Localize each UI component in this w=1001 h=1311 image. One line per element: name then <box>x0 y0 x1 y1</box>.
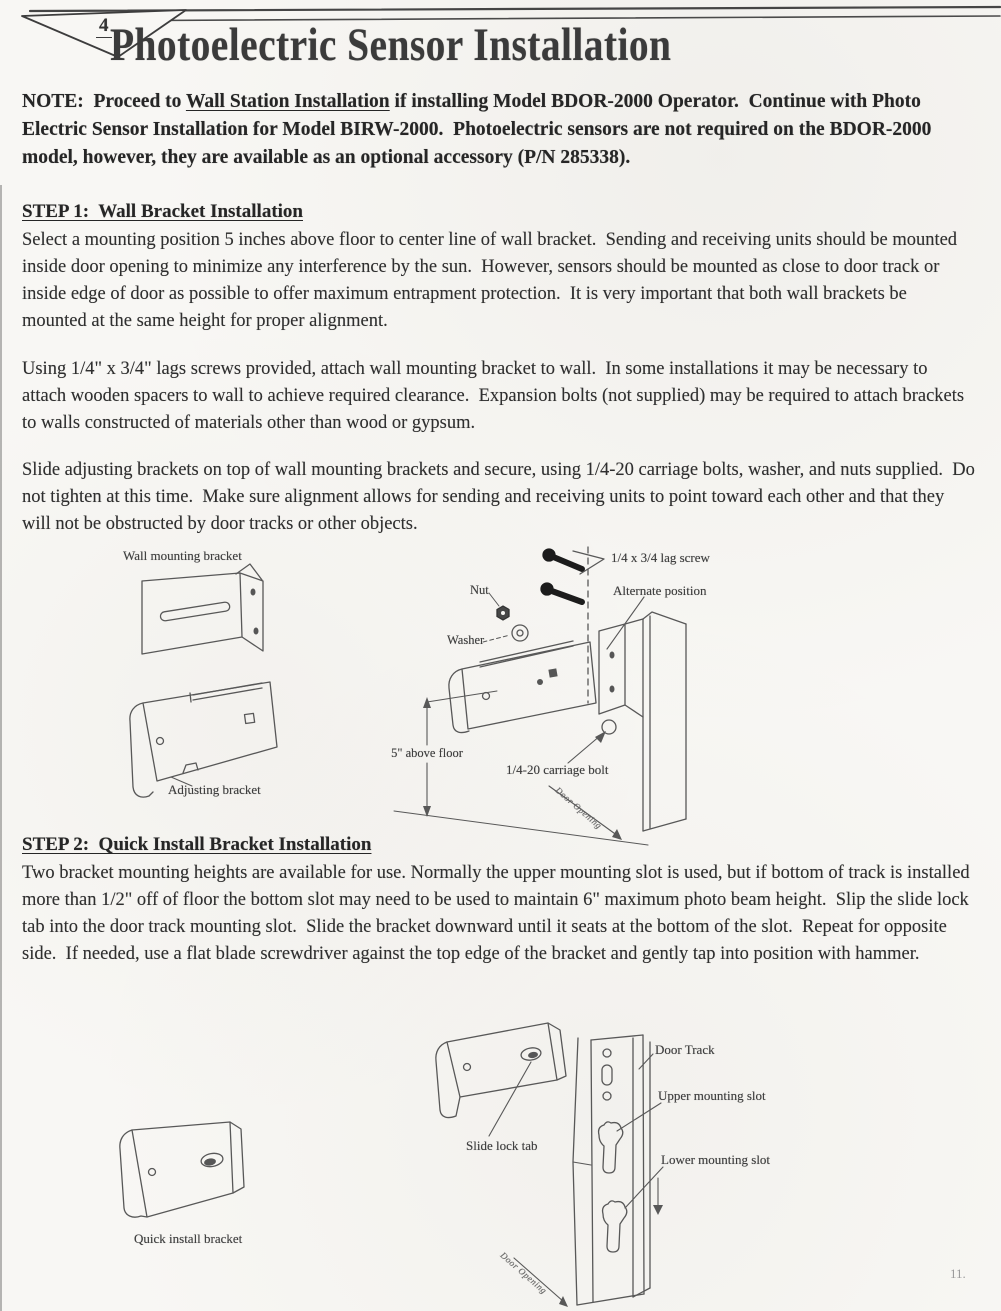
note-lead: NOTE: <box>22 91 84 112</box>
note-text-before: Proceed to <box>83 91 186 112</box>
step1-paragraph-3: Slide adjusting brackets on top of wall mounting brackets and secure, using 1/4-20 carriage bolts, washer, and nuts supplied. Do not tighten at this time. Make sure alignment allows for sending and receiving units to point toward each other and that they will not be obstructed by door tracks or other objects. <box>22 460 980 534</box>
label-height-dimension: 5" above floor <box>391 746 463 760</box>
label-lag-screw: 1/4 x 3/4 lag screw <box>611 550 710 565</box>
step2-paragraph-1: Two bracket mounting heights are available for use. Normally the upper mounting slot is used, but if bottom of track is installed more than 1/2" off of floor the bottom slot may need to be used to maintain 6" maximum photo beam height. Slip the slide lock tab into the door track mounting slot. Slide the bracket downward until it seats at the bottom of the slot. Repeat for opposite side. If needed, use a flat blade screwdriver against the top edge of the bracket and gently tap into position with hammer. <box>22 863 975 964</box>
note-paragraph <box>22 88 980 172</box>
label-carriage-bolt: 1/4-20 carriage bolt <box>506 762 609 777</box>
label-slide-lock-tab: Slide lock tab <box>466 1138 538 1153</box>
quick-install-bracket-drawing <box>120 1122 244 1217</box>
door-jamb-drawing <box>625 612 686 831</box>
page-title: Photoelectric Sensor Installation <box>110 19 672 71</box>
adjusting-bracket-drawing <box>130 682 277 797</box>
note-text-after: if installing Model BDOR-2000 Operator. Continue with Photo Electric Sensor Installation for Model BIRW-2000. Photoelectric sensors are not required on the BDOR-2000 model, however, they are available as an optional accessory (P/N 285338). <box>22 91 937 168</box>
label-door-opening-fig2: Door Opening <box>498 1250 549 1296</box>
step2-heading: STEP 2: Quick Install Bracket Installation <box>22 834 372 855</box>
label-alternate-position: Alternate position <box>613 583 707 598</box>
label-adjusting-bracket: Adjusting bracket <box>168 782 261 797</box>
washer-drawing <box>483 625 528 642</box>
bracket-at-track-drawing <box>436 1023 566 1136</box>
nut-drawing <box>489 593 509 620</box>
step1-paragraph-1: Select a mounting position 5 inches above floor to center line of wall bracket. Sending and receiving units should be mounted inside door opening to minimize any interference by the sun. However, sensors should be mounted as close to door track or inside edge of door as possible to offer maximum entrapment protection. It is very important that both wall brackets be mounted at the same height for proper alignment. <box>22 230 962 331</box>
lower-mounting-slot-shape <box>603 1201 627 1252</box>
figure1-line-art <box>0 545 1001 850</box>
step1-heading: STEP 1: Wall Bracket Installation <box>22 201 303 222</box>
lag-screws-drawing <box>541 549 582 602</box>
label-washer: Washer <box>447 633 485 647</box>
step1-paragraph-2: Using 1/4" x 3/4" lags screws provided, attach wall mounting bracket to wall. In some installations it may be necessary to attach wooden spacers to wall to achieve required clearance. Expansion bolts (not supplied) may be required to attach brackets to walls constructed of materials other than wood or gypsum. <box>22 359 969 433</box>
door-track-drawing <box>573 1035 663 1305</box>
page-number: 11. <box>950 1266 966 1281</box>
carriage-bolt-drawing <box>568 720 616 763</box>
label-door-track: Door Track <box>655 1042 715 1057</box>
label-door-opening-fig1: Door Opening <box>553 785 604 831</box>
figure2-line-art <box>0 1018 1001 1311</box>
label-upper-mounting-slot: Upper mounting slot <box>658 1088 766 1103</box>
label-wall-mounting-bracket: Wall mounting bracket <box>123 548 242 563</box>
wall-mounting-bracket-drawing <box>142 564 263 654</box>
section-number-badge: 4 <box>96 15 112 38</box>
figure-wall-bracket-installation <box>0 545 1001 850</box>
label-lower-mounting-slot: Lower mounting slot <box>661 1152 771 1167</box>
label-quick-install-bracket: Quick install bracket <box>134 1231 243 1246</box>
wall-station-installation-reference: Wall Station Installation <box>185 91 390 112</box>
label-nut: Nut <box>470 583 489 597</box>
figure-quick-install-bracket <box>0 1018 1001 1311</box>
